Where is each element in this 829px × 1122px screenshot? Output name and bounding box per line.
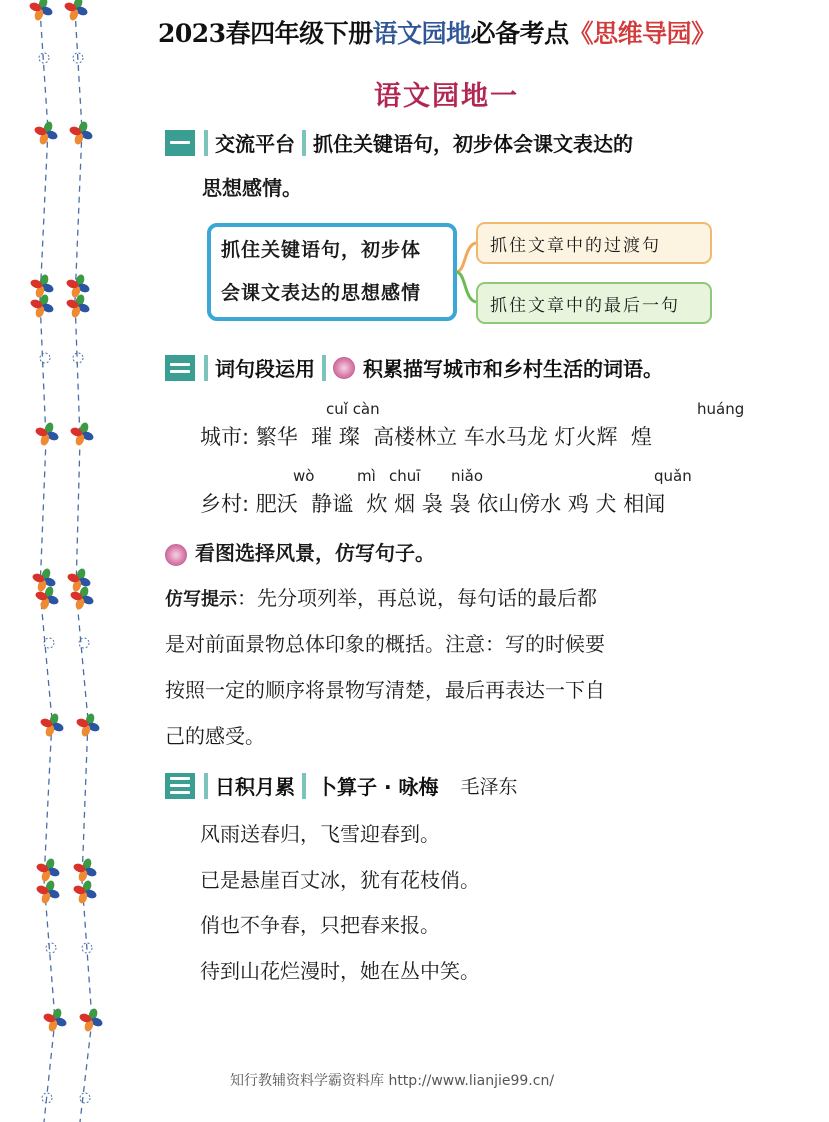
hint-line-3: 按照一定的顺序将景物写清楚，最后再表达一下自 xyxy=(165,678,605,702)
city-label: 城市: xyxy=(200,425,250,449)
task-2-text: 看图选择风景，仿写句子。 xyxy=(195,541,435,565)
page-title xyxy=(158,14,758,50)
section-1-description: 抓住关键语句，初步体会课文表达的 xyxy=(313,132,633,156)
pinyin-chui: chuī xyxy=(389,467,421,485)
poem-title: 卜算子 · 咏梅 xyxy=(317,775,439,799)
poem-author: 毛泽东 xyxy=(460,776,518,798)
poem-line-2: 已是悬崖百丈冰，犹有花枝俏。 xyxy=(200,868,480,892)
section-2-header xyxy=(165,353,663,382)
poem-line-3: 俏也不争春，只把春来报。 xyxy=(200,913,440,937)
title-highlight: 语文园地 xyxy=(372,19,471,48)
title-red: 《思维导园》 xyxy=(568,19,716,48)
city-words-row xyxy=(200,421,652,451)
section-number-1-badge xyxy=(165,130,195,156)
hint-text-1: ：先分项列举，再总说，每句话的最后都 xyxy=(237,586,597,610)
mindmap-root-line-2: 会课文表达的思想感情 xyxy=(221,282,422,304)
pinyin-quan: quǎn xyxy=(654,467,692,485)
pinwheel-border-decoration xyxy=(0,0,120,1122)
section-3-header xyxy=(165,771,518,800)
hint-line-2: 是对前面景物总体印象的概括。注意：写的时候要 xyxy=(165,632,605,656)
pinyin-wo: wò xyxy=(293,467,315,485)
poem-line-4: 待到山花烂漫时，她在丛中笑。 xyxy=(200,959,480,983)
section-number-3-badge xyxy=(165,773,195,799)
pinwheel-badge-icon xyxy=(165,544,187,566)
hint-line-1 xyxy=(165,582,597,611)
pinyin-niao: niǎo xyxy=(451,467,484,485)
title-prefix: 2023春四年级下册 xyxy=(158,19,373,48)
section-1-description-cont: 思想感情。 xyxy=(202,176,302,200)
section-2-description: 积累描写城市和乡村生活的词语。 xyxy=(363,357,663,381)
pinyin-huang: huáng xyxy=(697,400,745,418)
mindmap-branch-last-sentence: 抓住文章中的最后一句 xyxy=(476,282,712,324)
divider-bar xyxy=(204,773,208,799)
village-words: 肥沃 静谧 炊 烟 袅 袅 依山傍水 鸡 犬 相闻 xyxy=(255,492,666,516)
poem-line-1: 风雨送春归，飞雪迎春到。 xyxy=(200,822,440,846)
pinyin-mi: mì xyxy=(357,467,376,485)
divider-bar xyxy=(302,130,306,156)
mindmap-root-line-1: 抓住关键语句，初步体 xyxy=(221,239,422,261)
pinyin-cuican: cuǐ càn xyxy=(326,400,380,418)
mindmap-branch-transition-sentence: 抓住文章中的过渡句 xyxy=(476,222,712,264)
section-1-label: 交流平台 xyxy=(215,132,295,156)
section-2-label: 词句段运用 xyxy=(215,357,315,381)
section-1-header xyxy=(165,128,633,157)
village-words-row xyxy=(200,488,665,518)
mindmap-root-node xyxy=(207,223,457,321)
pinwheel-badge-icon xyxy=(333,357,355,379)
section-number-2-badge xyxy=(165,355,195,381)
section-3-label: 日积月累 xyxy=(215,775,295,799)
village-label: 乡村: xyxy=(200,492,250,516)
hint-label: 仿写提示 xyxy=(165,589,237,610)
section-heading: 语文园地一 xyxy=(374,81,519,112)
city-words: 繁华 璀 璨 高楼林立 车水马龙 灯火辉 煌 xyxy=(255,425,652,449)
footer-watermark: 知行教辅资料学霸资料库 http://www.lianjie99.cn/ xyxy=(230,1073,555,1089)
divider-bar xyxy=(204,130,208,156)
divider-bar xyxy=(204,355,208,381)
divider-bar xyxy=(322,355,326,381)
title-middle: 必备考点 xyxy=(470,19,569,48)
task-2-line xyxy=(165,537,435,566)
hint-line-4: 己的感受。 xyxy=(165,724,265,748)
divider-bar xyxy=(302,773,306,799)
